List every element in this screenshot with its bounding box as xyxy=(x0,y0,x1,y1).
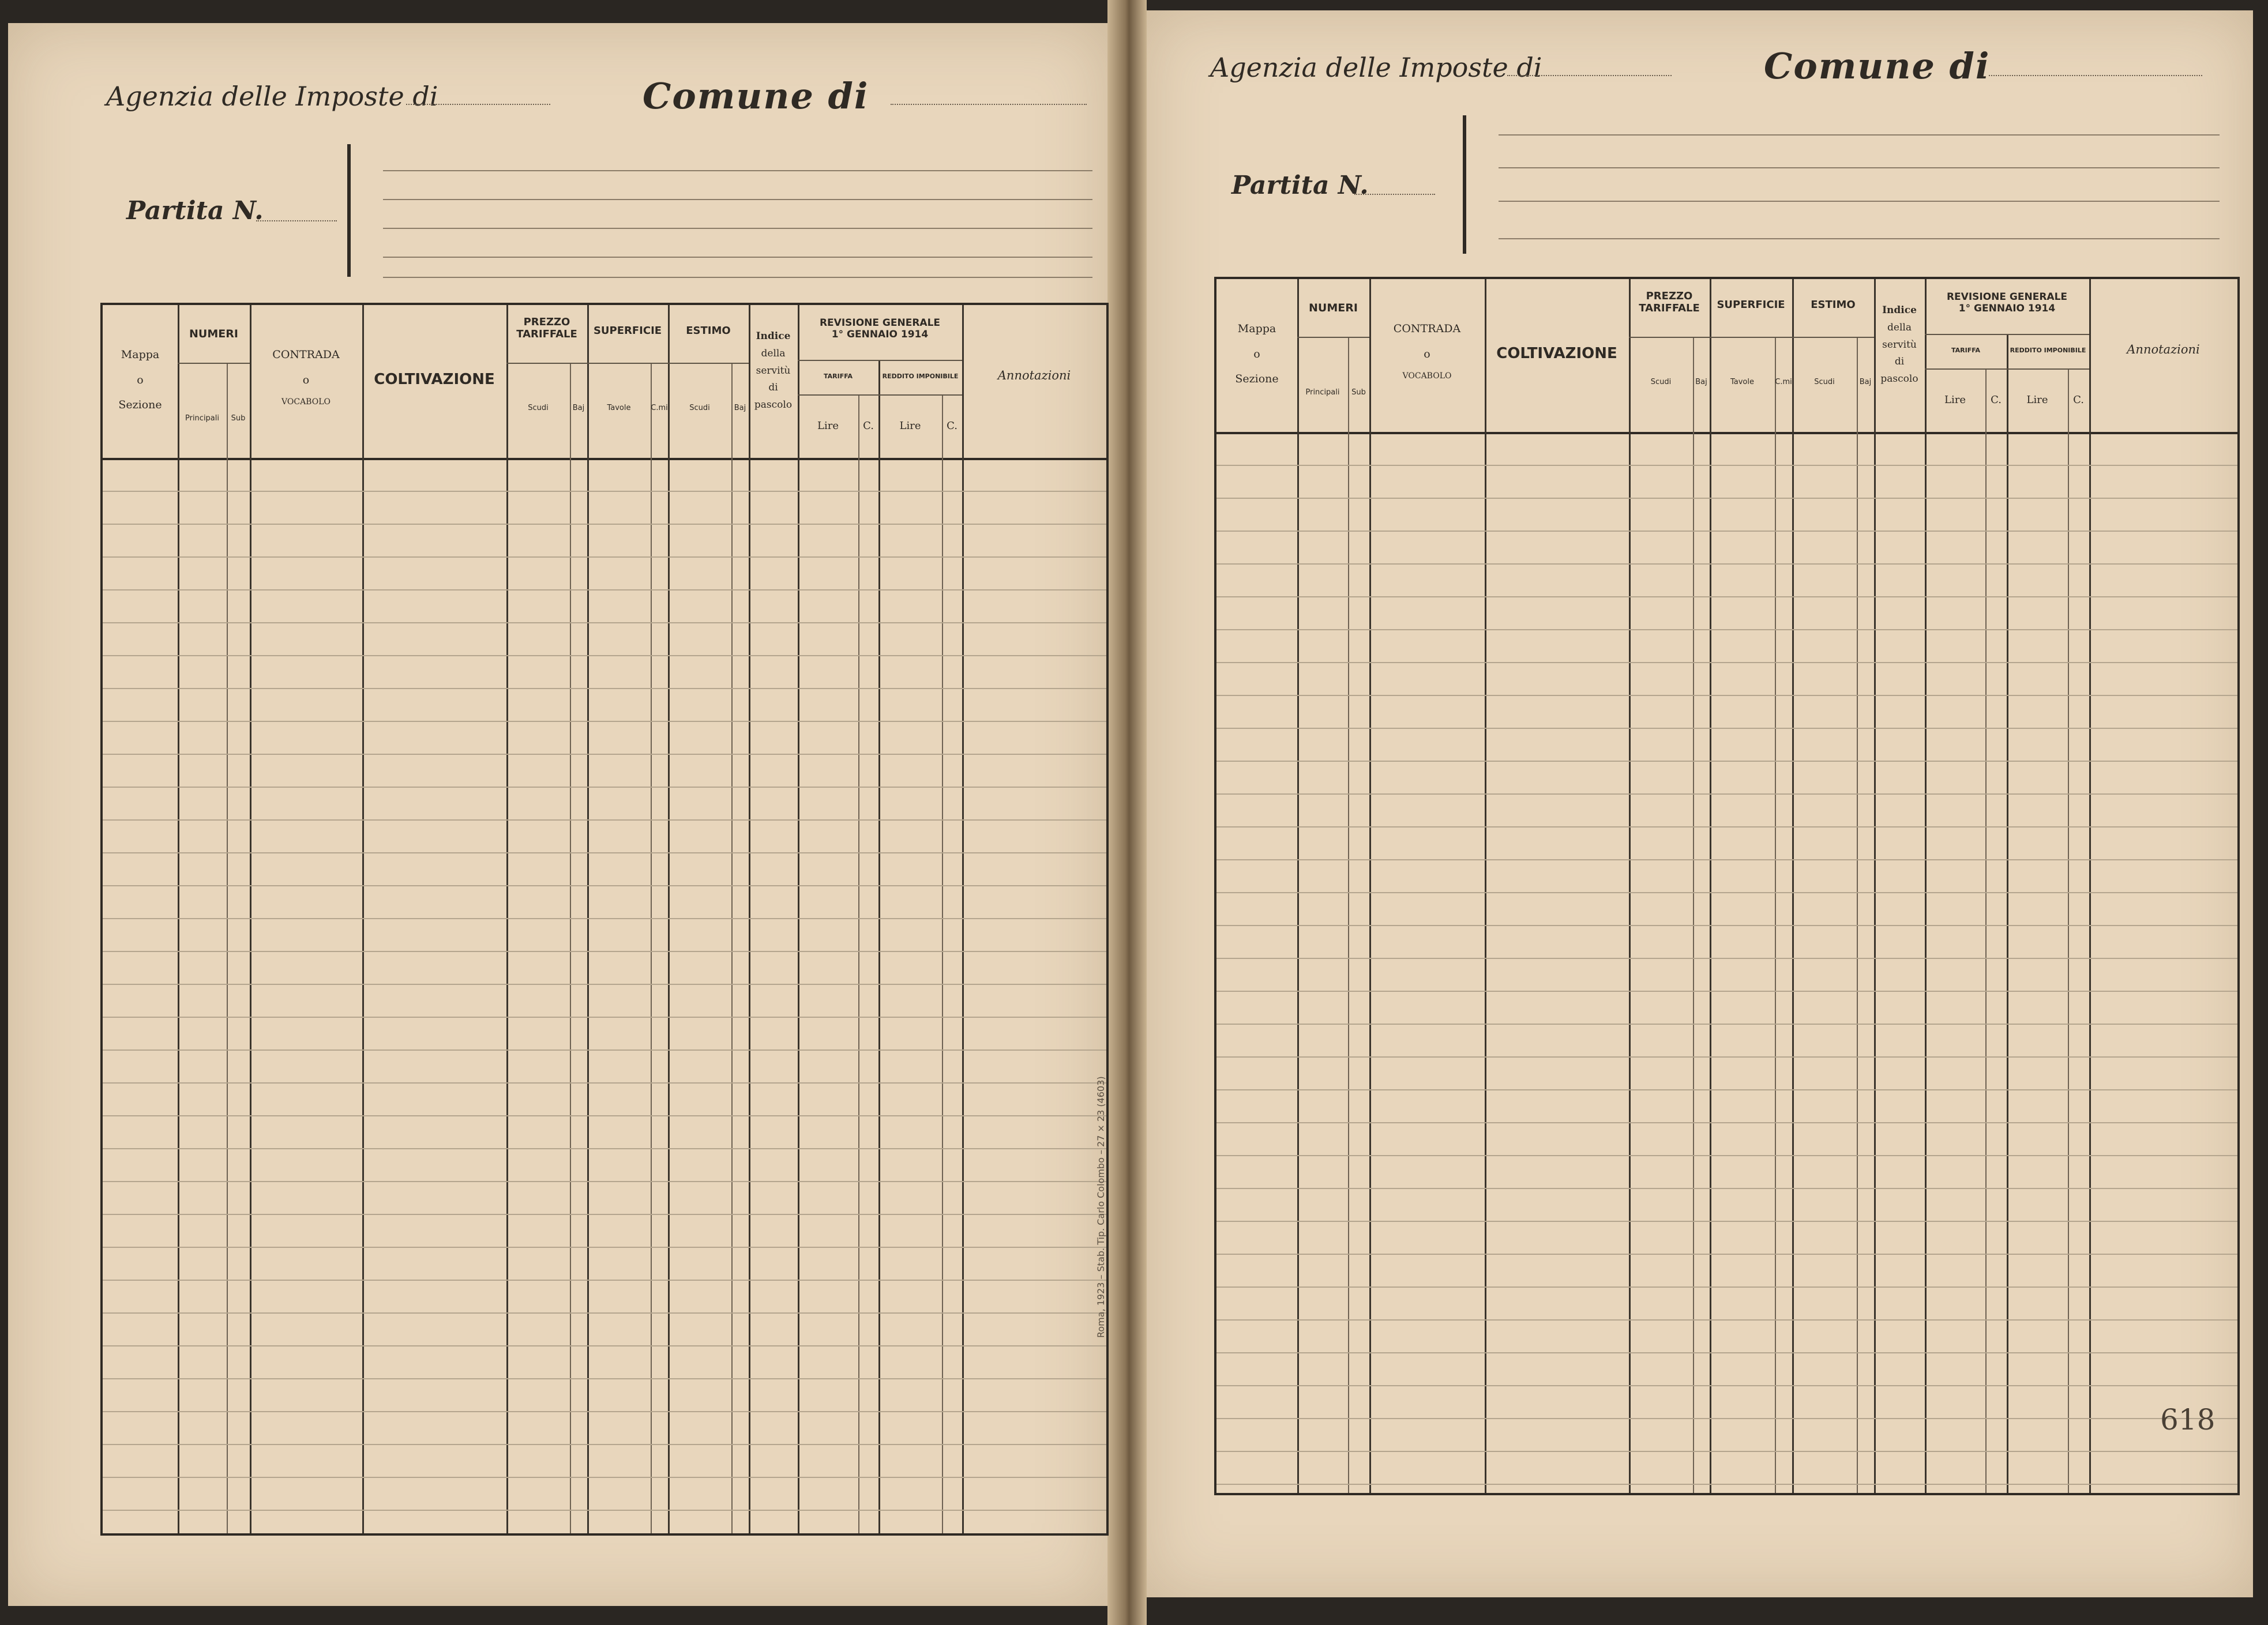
col-prezzo: PREZZO TARIFFALE xyxy=(1639,290,1700,314)
book-gutter xyxy=(1107,0,1147,1625)
table-row[interactable] xyxy=(1216,761,2237,762)
col-numeri: NUMERI xyxy=(189,328,238,340)
col-baj: Baj xyxy=(1859,378,1872,386)
table-row[interactable] xyxy=(103,1280,1106,1281)
table-row[interactable] xyxy=(103,1477,1106,1478)
table-row[interactable] xyxy=(103,556,1106,558)
owner-line[interactable] xyxy=(383,277,1092,278)
table-row[interactable] xyxy=(103,1148,1106,1149)
col-baj: Baj xyxy=(572,404,585,412)
ledger-table xyxy=(100,303,1109,1536)
table-row[interactable] xyxy=(1216,531,2237,532)
col-tavole: Tavole xyxy=(1730,378,1754,386)
table-row[interactable] xyxy=(103,589,1106,590)
col-c: C. xyxy=(863,420,874,432)
table-row[interactable] xyxy=(103,524,1106,525)
table-row[interactable] xyxy=(103,754,1106,755)
table-row[interactable] xyxy=(1216,826,2237,827)
table-row[interactable] xyxy=(103,1115,1106,1116)
table-row[interactable] xyxy=(1216,925,2237,926)
col-line xyxy=(1792,279,1794,1493)
col-line xyxy=(962,305,964,1533)
agenzia-label: Agenzia delle Imposte di xyxy=(1210,52,1542,83)
col-reddito: REDDITO IMPONIBILE xyxy=(882,373,959,380)
col-lire: Lire xyxy=(817,420,839,432)
col-line xyxy=(178,305,179,1533)
table-row[interactable] xyxy=(1216,563,2237,565)
table-row[interactable] xyxy=(103,1214,1106,1215)
col-line xyxy=(942,394,943,1533)
table-row[interactable] xyxy=(103,852,1106,853)
col-line xyxy=(1925,279,1927,1493)
col-line xyxy=(798,305,799,1533)
table-row[interactable] xyxy=(103,721,1106,722)
table-row[interactable] xyxy=(1216,662,2237,663)
table-row[interactable] xyxy=(1216,1254,2237,1255)
col-principali: Principali xyxy=(1305,388,1340,397)
table-row[interactable] xyxy=(1216,465,2237,466)
col-scudi: Scudi xyxy=(1650,378,1672,386)
owner-line[interactable] xyxy=(383,257,1092,258)
table-row[interactable] xyxy=(103,787,1106,788)
col-superficie: SUPERFICIE xyxy=(593,325,662,337)
table-row[interactable] xyxy=(1216,498,2237,499)
header-rule xyxy=(1925,334,2089,335)
table-row[interactable] xyxy=(1216,1056,2237,1058)
col-annotazioni: Annotazioni xyxy=(2127,343,2200,356)
table-row[interactable] xyxy=(1216,1451,2237,1452)
header-bracket xyxy=(1463,115,1466,254)
col-cmi: C.mi xyxy=(651,404,668,412)
col-contrada: CONTRADA o VOCABOLO xyxy=(272,348,340,407)
col-scudi: Scudi xyxy=(528,404,549,412)
table-row[interactable] xyxy=(1216,1221,2237,1222)
col-line xyxy=(227,363,228,1533)
col-line xyxy=(2089,279,2091,1493)
table-row[interactable] xyxy=(1216,1122,2237,1123)
col-indice: Indice della servitù di pascolo xyxy=(1880,304,1918,385)
col-numeri: NUMERI xyxy=(1309,302,1358,314)
table-row[interactable] xyxy=(1216,1287,2237,1288)
comune-field[interactable] xyxy=(1989,75,2202,76)
table-row[interactable] xyxy=(103,1017,1106,1018)
col-line xyxy=(1874,279,1876,1493)
col-line xyxy=(668,305,670,1533)
col-annotazioni: Annotazioni xyxy=(997,368,1071,382)
table-row[interactable] xyxy=(1216,1089,2237,1090)
header-rule xyxy=(1925,368,2089,370)
partita-field[interactable] xyxy=(256,220,337,221)
header-rule xyxy=(798,360,962,361)
col-contrada: CONTRADA o VOCABOLO xyxy=(1393,322,1461,381)
col-baj: Baj xyxy=(734,404,746,412)
header-rule xyxy=(1297,337,1369,338)
col-lire: Lire xyxy=(899,420,921,432)
col-line xyxy=(506,305,508,1533)
col-line xyxy=(1369,279,1371,1493)
col-line xyxy=(731,363,733,1533)
table-row[interactable] xyxy=(1216,1024,2237,1025)
table-row[interactable] xyxy=(103,984,1106,985)
table-row[interactable] xyxy=(1216,1155,2237,1156)
col-cmi: C.mi xyxy=(1775,378,1792,386)
col-superficie: SUPERFICIE xyxy=(1717,299,1785,311)
col-revisione: REVISIONE GENERALE 1° GENNAIO 1914 xyxy=(819,317,941,340)
col-tariffa: TARIFFA xyxy=(823,373,853,380)
col-coltivazione: COLTIVAZIONE xyxy=(1496,345,1617,362)
table-row[interactable] xyxy=(103,819,1106,821)
agenzia-field[interactable] xyxy=(406,104,550,105)
header-rule xyxy=(506,363,749,364)
col-tavole: Tavole xyxy=(607,404,631,412)
table-row[interactable] xyxy=(103,1444,1106,1445)
table-row[interactable] xyxy=(103,1378,1106,1379)
printer-imprint: Roma, 1923 – Stab. Tip. Carlo Colombo – 27 × 23 (4603) xyxy=(1095,1076,1106,1338)
col-line xyxy=(250,305,251,1533)
col-line xyxy=(1710,279,1711,1493)
table-row[interactable] xyxy=(1216,1484,2237,1485)
table-row[interactable] xyxy=(1216,1418,2237,1419)
table-row[interactable] xyxy=(1216,892,2237,893)
col-estimo: ESTIMO xyxy=(686,325,731,337)
table-row[interactable] xyxy=(1216,991,2237,992)
col-baj: Baj xyxy=(1695,378,1707,386)
col-sub: Sub xyxy=(1351,388,1366,397)
table-row[interactable] xyxy=(1216,1319,2237,1321)
table-row[interactable] xyxy=(103,655,1106,656)
header-rule xyxy=(178,363,250,364)
header-bracket xyxy=(347,144,351,277)
right-page xyxy=(1147,10,2253,1597)
table-row[interactable] xyxy=(1216,859,2237,860)
header-rule xyxy=(103,458,1106,460)
col-line xyxy=(587,305,589,1533)
ledger-table xyxy=(1214,277,2240,1495)
col-principali: Principali xyxy=(185,414,219,423)
col-line xyxy=(878,360,880,1533)
table-row[interactable] xyxy=(1216,1385,2237,1386)
agenzia-label: Agenzia delle Imposte di xyxy=(106,81,438,112)
col-indice: Indice della servitù di pascolo xyxy=(754,330,793,411)
col-lire: Lire xyxy=(1944,394,1966,406)
col-line xyxy=(749,305,750,1533)
table-row[interactable] xyxy=(1216,793,2237,795)
header-rule xyxy=(798,394,962,396)
table-row[interactable] xyxy=(103,885,1106,886)
table-row[interactable] xyxy=(1216,1188,2237,1189)
owner-line[interactable] xyxy=(1499,238,2220,239)
col-line xyxy=(1297,279,1299,1493)
col-mappa: Mappa o Sezione xyxy=(1235,322,1279,386)
col-lire: Lire xyxy=(2026,394,2048,406)
col-scudi: Scudi xyxy=(689,404,710,412)
owner-line[interactable] xyxy=(1499,167,2220,168)
comune-field[interactable] xyxy=(891,104,1087,105)
col-coltivazione: COLTIVAZIONE xyxy=(374,371,495,388)
owner-line[interactable] xyxy=(383,199,1092,200)
col-line xyxy=(1985,368,1987,1493)
table-row[interactable] xyxy=(1216,629,2237,630)
col-c: C. xyxy=(1991,394,2002,406)
table-row[interactable] xyxy=(103,1345,1106,1346)
table-row[interactable] xyxy=(103,918,1106,919)
table-row[interactable] xyxy=(103,1181,1106,1182)
table-row[interactable] xyxy=(103,1247,1106,1248)
col-line xyxy=(1485,279,1486,1493)
table-row[interactable] xyxy=(103,491,1106,492)
col-mappa: Mappa o Sezione xyxy=(118,348,162,412)
table-row[interactable] xyxy=(103,1411,1106,1412)
partita-field[interactable] xyxy=(1354,194,1435,195)
col-line xyxy=(362,305,364,1533)
table-row[interactable] xyxy=(103,1082,1106,1084)
comune-label: Comune di xyxy=(1764,45,1991,87)
table-row[interactable] xyxy=(103,1510,1106,1511)
page-number: 618 xyxy=(2160,1403,2216,1436)
col-tariffa: TARIFFA xyxy=(1951,347,1980,354)
table-row[interactable] xyxy=(1216,596,2237,597)
table-row[interactable] xyxy=(103,622,1106,623)
col-scudi: Scudi xyxy=(1814,378,1835,386)
table-row[interactable] xyxy=(1216,728,2237,729)
col-sub: Sub xyxy=(231,414,246,423)
partita-label: Partita N. xyxy=(126,196,264,225)
col-reddito: REDDITO IMPONIBILE xyxy=(2010,347,2086,354)
col-line xyxy=(2068,368,2069,1493)
table-row[interactable] xyxy=(103,688,1106,689)
partita-label: Partita N. xyxy=(1231,171,1369,200)
col-c: C. xyxy=(2073,394,2084,406)
col-line xyxy=(1629,279,1631,1493)
col-line xyxy=(858,394,859,1533)
owner-line[interactable] xyxy=(1499,201,2220,202)
table-row[interactable] xyxy=(103,951,1106,952)
col-line xyxy=(570,363,571,1533)
col-prezzo: PREZZO TARIFFALE xyxy=(516,316,577,340)
table-row[interactable] xyxy=(103,1050,1106,1051)
table-row[interactable] xyxy=(1216,958,2237,959)
table-row[interactable] xyxy=(1216,695,2237,696)
col-line xyxy=(651,363,652,1533)
table-row[interactable] xyxy=(103,1312,1106,1314)
left-page xyxy=(8,23,1107,1606)
owner-line[interactable] xyxy=(1499,134,2220,136)
table-row[interactable] xyxy=(1216,1352,2237,1353)
col-c: C. xyxy=(947,420,957,432)
header-rule xyxy=(1629,337,1874,338)
col-estimo: ESTIMO xyxy=(1811,299,1856,311)
comune-label: Comune di xyxy=(643,75,869,117)
col-revisione: REVISIONE GENERALE 1° GENNAIO 1914 xyxy=(1946,291,2068,314)
owner-line[interactable] xyxy=(383,170,1092,171)
agenzia-field[interactable] xyxy=(1507,75,1672,76)
owner-line[interactable] xyxy=(383,228,1092,229)
